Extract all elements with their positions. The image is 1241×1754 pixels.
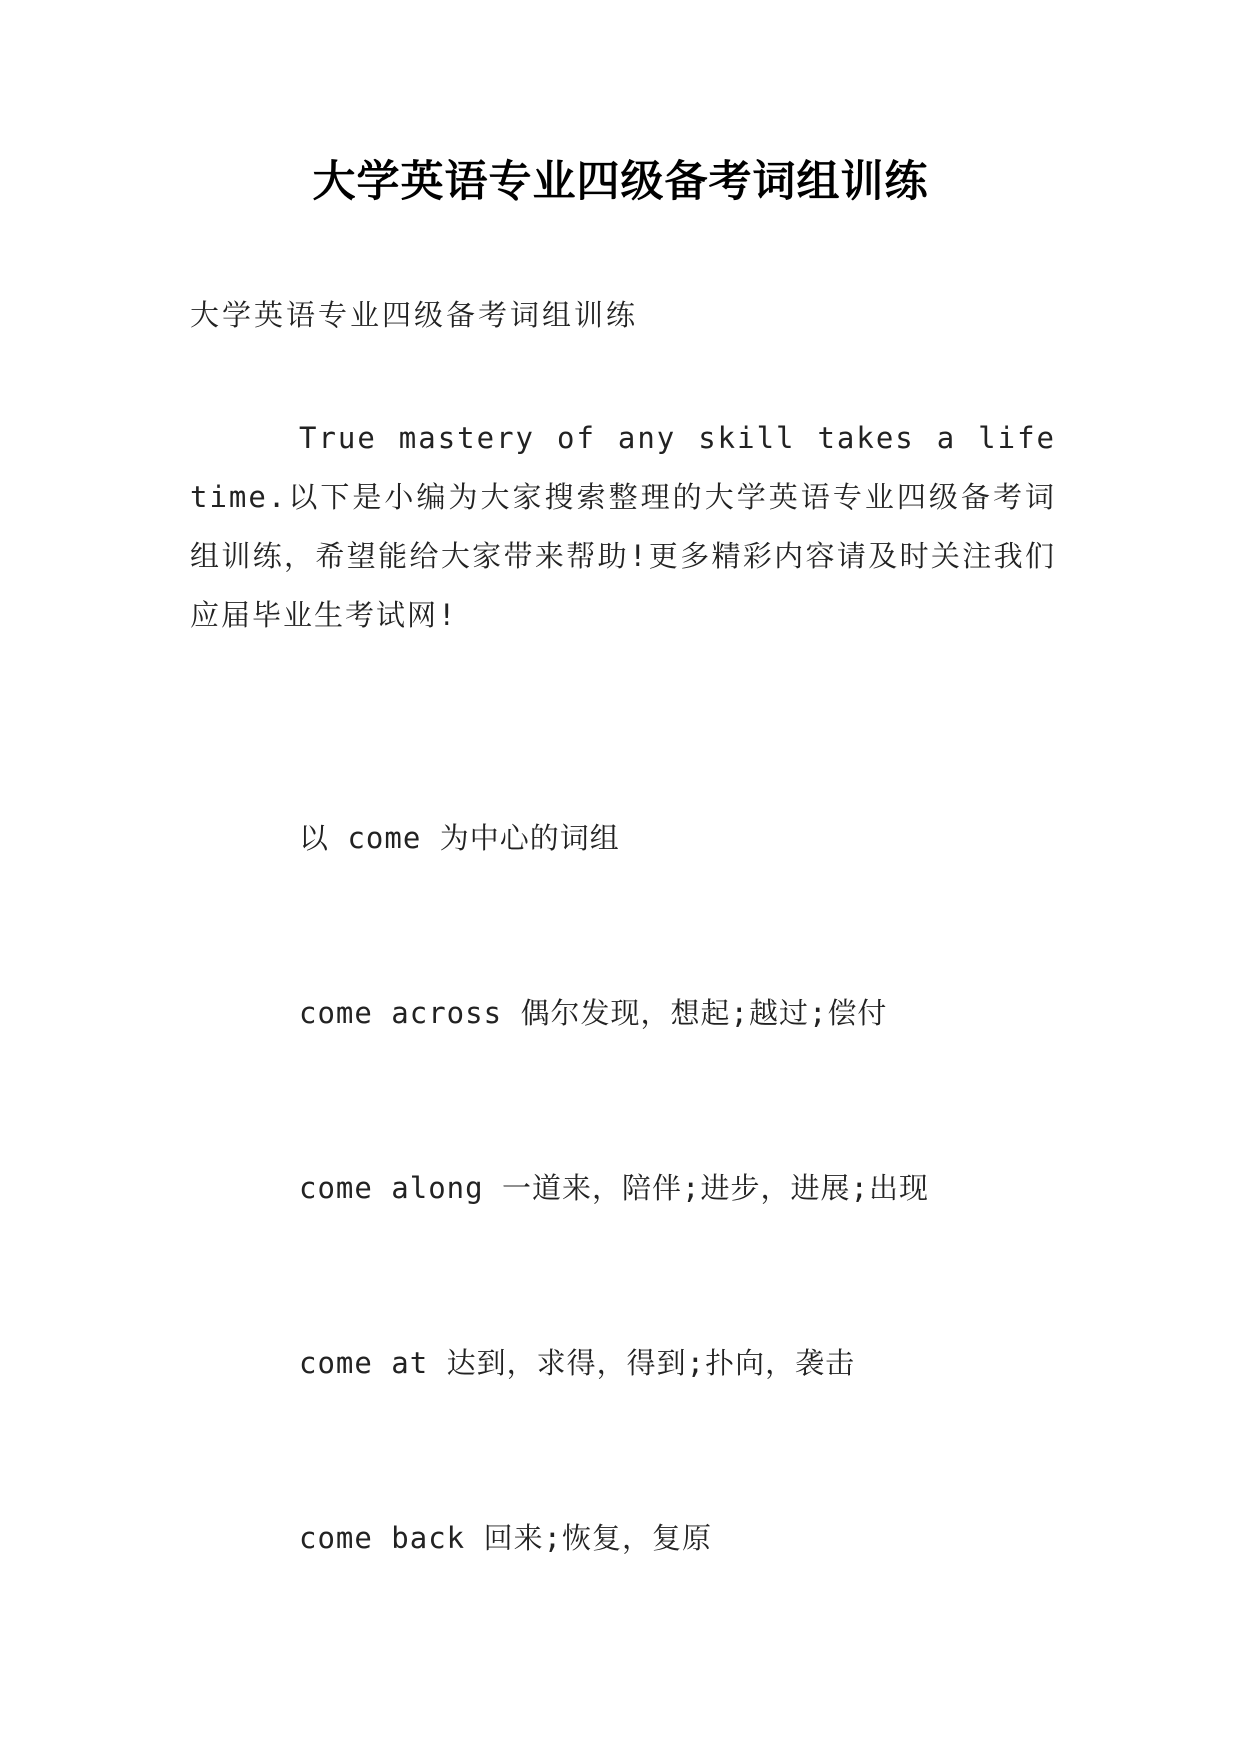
intro-paragraph: True mastery of any skill takes a lifetime.以下是小编为大家搜索整理的大学英语专业四级备考词组训练，希望能给大家带来帮助!更多精彩内容请及时关注我们应届毕业生考试网! — [190, 421, 1056, 632]
phrase-item: come at 达到，求得，得到;扑向，袭击 — [299, 1346, 856, 1380]
phrase-item: come along 一道来，陪伴;进步，进展;出现 — [299, 1171, 929, 1205]
document-title: 大学英语专业四级备考词组训练 — [312, 157, 929, 207]
phrase-item: come back 回来;恢复，复原 — [299, 1521, 713, 1555]
section-heading: 以 come 为中心的词组 — [299, 821, 620, 855]
phrase-item: come across 偶尔发现，想起;越过;偿付 — [299, 996, 888, 1030]
document-subtitle: 大学英语专业四级备考词组训练 — [190, 298, 639, 332]
